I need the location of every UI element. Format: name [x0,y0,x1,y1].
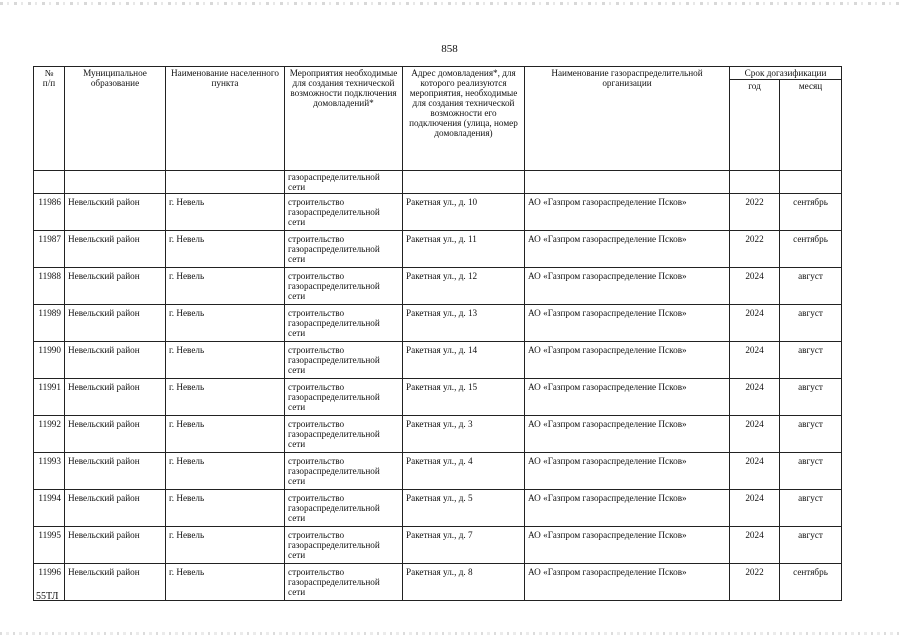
cell-municipality [65,171,166,194]
cell-settlement: г. Невель [166,268,285,305]
cell-address: Ракетная ул., д. 4 [403,453,525,490]
cell-address: Ракетная ул., д. 5 [403,490,525,527]
cell-settlement: г. Невель [166,416,285,453]
cell-municipality: Невельский район [65,379,166,416]
cell-measure: строительство газораспределительной сети [285,268,403,305]
cell-num: 11988 [34,268,65,305]
table-row [34,379,842,416]
cell-address: Ракетная ул., д. 15 [403,379,525,416]
cell-municipality: Невельский район [65,231,166,268]
cell-num: 11986 [34,194,65,231]
cell-month: сентябрь [780,231,842,268]
cell-address: Ракетная ул., д. 8 [403,564,525,601]
cell-year: 2024 [730,379,780,416]
cell-num: 11991 [34,379,65,416]
cell-settlement: г. Невель [166,453,285,490]
cell-measure: строительство газораспределительной сети [285,490,403,527]
scan-edge-bottom [0,632,899,635]
cell-settlement: г. Невель [166,305,285,342]
cell-month: август [780,416,842,453]
cell-address: Ракетная ул., д. 14 [403,342,525,379]
cell-settlement: г. Невель [166,342,285,379]
cell-organization: АО «Газпром газораспределение Псков» [525,416,730,453]
cell-address [403,171,525,194]
cell-year: 2024 [730,342,780,379]
cell-year: 2024 [730,490,780,527]
cell-year: 2022 [730,231,780,268]
cell-num: 11994 [34,490,65,527]
cell-settlement: г. Невель [166,490,285,527]
cell-month: август [780,342,842,379]
cell-organization: АО «Газпром газораспределение Псков» [525,194,730,231]
cell-settlement: г. Невель [166,231,285,268]
cell-municipality: Невельский район [65,564,166,601]
table-row [34,416,842,453]
table-row [34,490,842,527]
cell-measure: строительство газораспределительной сети [285,453,403,490]
cell-measure: строительство газораспределительной сети [285,342,403,379]
cell-num: 11989 [34,305,65,342]
cell-measure: строительство газораспределительной сети [285,305,403,342]
cell-month: август [780,268,842,305]
cell-organization: АО «Газпром газораспределение Псков» [525,305,730,342]
cell-year: 2024 [730,527,780,564]
cell-month: сентябрь [780,194,842,231]
cell-num: 11992 [34,416,65,453]
footer-mark: 55ТЛ [36,591,59,602]
cell-organization: АО «Газпром газораспределение Псков» [525,564,730,601]
cell-num: 11995 [34,527,65,564]
table-row [34,268,842,305]
cell-organization: АО «Газпром газораспределение Псков» [525,379,730,416]
cell-month: сентябрь [780,564,842,601]
cell-address: Ракетная ул., д. 13 [403,305,525,342]
cell-num: 11990 [34,342,65,379]
table-row [34,231,842,268]
cell-measure: строительство газораспределительной сети [285,527,403,564]
cell-organization: АО «Газпром газораспределение Псков» [525,527,730,564]
scan-edge-top [0,2,899,5]
cell-year: 2024 [730,268,780,305]
cell-organization: АО «Газпром газораспределение Псков» [525,342,730,379]
header-organization: Наименование газораспределительной организации [525,67,730,171]
cell-settlement: г. Невель [166,379,285,416]
cell-measure: строительство газораспределительной сети [285,416,403,453]
cell-municipality: Невельский район [65,305,166,342]
cell-month: август [780,453,842,490]
cell-organization [525,171,730,194]
cell-address: Ракетная ул., д. 3 [403,416,525,453]
cell-municipality: Невельский район [65,194,166,231]
table-row [34,305,842,342]
header-month: месяц [780,80,842,171]
header-municipality: Муниципальное образование [65,67,166,171]
cell-address: Ракетная ул., д. 12 [403,268,525,305]
cell-measure: строительство газораспределительной сети [285,564,403,601]
table-row [34,194,842,231]
header-num: № п/п [34,67,65,171]
cell-measure: газораспределительной сети [285,171,403,194]
cell-year: 2024 [730,416,780,453]
cell-municipality: Невельский район [65,453,166,490]
cell-num: 11993 [34,453,65,490]
table-row [34,453,842,490]
header-settlement: Наименование населенного пункта [166,67,285,171]
cell-settlement: г. Невель [166,527,285,564]
cell-measure: строительство газораспределительной сети [285,194,403,231]
cell-num: 11996 [34,564,65,601]
cell-month: август [780,490,842,527]
table-row [34,527,842,564]
cell-address: Ракетная ул., д. 7 [403,527,525,564]
cell-month: август [780,379,842,416]
cell-month: август [780,527,842,564]
cell-measure: строительство газораспределительной сети [285,231,403,268]
page-number: 858 [441,43,458,55]
table-body [34,171,842,601]
cell-measure: строительство газораспределительной сети [285,379,403,416]
cell-settlement: г. Невель [166,194,285,231]
cell-municipality: Невельский район [65,490,166,527]
cell-settlement: г. Невель [166,564,285,601]
table-row [34,564,842,601]
cell-num [34,171,65,194]
cell-year [730,171,780,194]
cell-address: Ракетная ул., д. 10 [403,194,525,231]
cell-year: 2022 [730,564,780,601]
cell-settlement [166,171,285,194]
cell-municipality: Невельский район [65,416,166,453]
table-row [34,342,842,379]
cell-organization: АО «Газпром газораспределение Псков» [525,453,730,490]
cell-year: 2022 [730,194,780,231]
cell-year: 2024 [730,453,780,490]
header-year: год [730,80,780,171]
cell-num: 11987 [34,231,65,268]
header-measures: Мероприятия необходимые для создания технической возможности подключения домовладений* [285,67,403,171]
header-deadline: Срок догазификации [730,67,842,80]
gasification-table [33,66,842,601]
cell-address: Ракетная ул., д. 11 [403,231,525,268]
cell-organization: АО «Газпром газораспределение Псков» [525,231,730,268]
cell-year: 2024 [730,305,780,342]
cell-municipality: Невельский район [65,527,166,564]
cell-month: август [780,305,842,342]
continuation-row [34,171,842,194]
cell-municipality: Невельский район [65,342,166,379]
cell-municipality: Невельский район [65,268,166,305]
table-header [34,67,842,171]
cell-month [780,171,842,194]
cell-organization: АО «Газпром газораспределение Псков» [525,490,730,527]
header-address: Адрес домовладения*, для которого реализуются мероприятия, необходимые для создания технической возможности его подключения (улица, номер домовладения) [403,67,525,171]
cell-organization: АО «Газпром газораспределение Псков» [525,268,730,305]
